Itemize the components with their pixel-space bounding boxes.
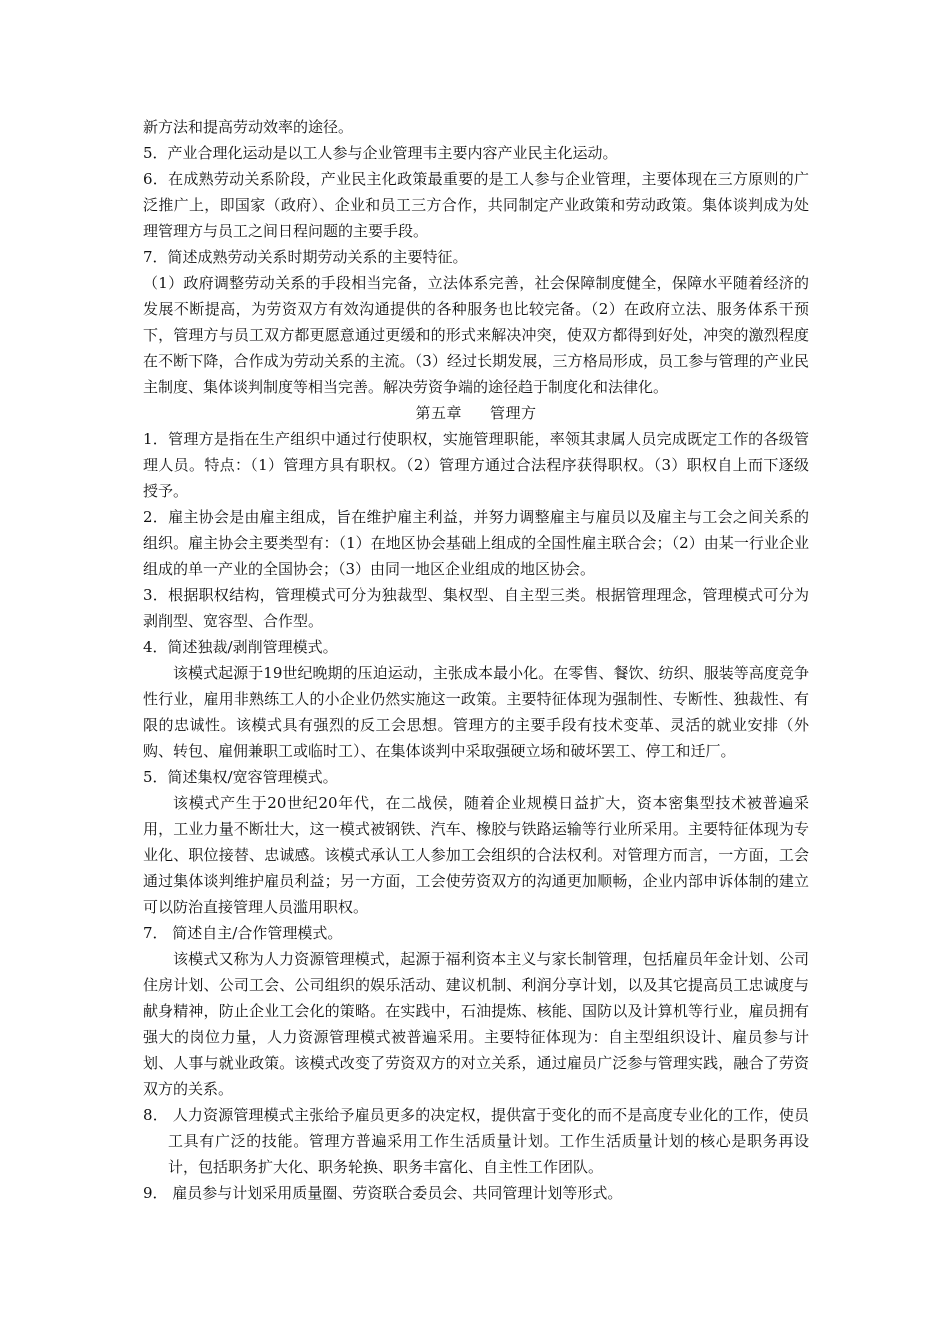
paragraph-ch5-item-8: 8． 人力资源管理模式主张给予雇员更多的决定权，提供富于变化的而不是高度专业化的工作，使员工具有广泛的技能。管理方普遍采用工作生活质量计划。工作生活质量计划的核心是职务再设计，包括职务扩大化、职务轮换、职务丰富化、自主性工作团队。	[143, 1106, 809, 1176]
chapter-number: 第五章	[415, 404, 462, 422]
document-page	[143, 114, 809, 1206]
paragraph-item-7-question: 7．简述成熟劳动关系时期劳动关系的主要特征。	[143, 248, 468, 266]
paragraph-ch5-item-5-question: 5．简述集权/宽容管理模式。	[143, 768, 338, 786]
paragraph-item-5: 5．产业合理化运动是以工人参与企业管理韦主要内容产业民主化运动。	[143, 144, 618, 162]
paragraph-ch5-item-5-answer: 该模式产生于20世纪20年代，在二战侯，随着企业规模日益扩大，资本密集型技术被普遍采用，工业力量不断壮大，这一模式被钢铁、汽车、橡胶与铁路运输等行业所采用。主要特征体现为专业化、职位接替、忠诚感。该模式承认工人参加工会组织的合法权利。对管理方而言，一方面，工会通过集体谈判维护雇员利益；另一方面，工会使劳资双方的沟通更加顺畅，企业内部申诉体制的建立可以防治直接管理人员滥用职权。	[143, 794, 809, 916]
chapter-heading	[143, 400, 809, 426]
paragraph-ch5-item-9: 9． 雇员参与计划采用质量圈、劳资联合委员会、共同管理计划等形式。	[143, 1184, 623, 1202]
paragraph-ch5-item-2: 2．雇主协会是由雇主组成，旨在维护雇主利益，并努力调整雇主与雇员以及雇主与工会之间关系的组织。雇主协会主要类型有：（1）在地区协会基础上组成的全国性雇主联合会；（2）由某一行业企业组成的单一产业的全国协会；（3）由同一地区企业组成的地区协会。	[143, 508, 809, 578]
paragraph-ch5-item-4-question: 4．简述独裁/剥削管理模式。	[143, 638, 338, 656]
paragraph-item-7-answer: （1）政府调整劳动关系的手段相当完备，立法体系完善，社会保障制度健全，保障水平随着经济的发展不断提高，为劳资双方有效沟通提供的各种服务也比较完备。（2）在政府立法、服务体系干预下，管理方与员工双方都更愿意通过更缓和的形式来解决冲突，使双方都得到好处，冲突的激烈程度在不断下降，合作成为劳动关系的主流。（3）经过长期发展，三方格局形成，员工参与管理的产业民主制度、集体谈判制度等相当完善。解决劳资争端的途径趋于制度化和法律化。	[143, 274, 809, 396]
paragraph-ch5-item-7-answer: 该模式又称为人力资源管理模式，起源于福利资本主义与家长制管理，包括雇员年金计划、公司住房计划、公司工会、公司组织的娱乐活动、建议机制、利润分享计划，以及其它提高员工忠诚度与献身精神，防止企业工会化的策略。在实践中，石油提炼、核能、国防以及计算机等行业，雇员拥有强大的岗位力量，人力资源管理模式被普遍采用。主要特征体现为：自主型组织设计、雇员参与计划、人事与就业政策。该模式改变了劳资双方的对立关系，通过雇员广泛参与管理实践，融合了劳资双方的关系。	[143, 950, 809, 1098]
paragraph-ch5-item-3: 3．根据职权结构，管理模式可分为独裁型、集权型、自主型三类。根据管理理念，管理模式可分为剥削型、宽容型、合作型。	[143, 586, 809, 630]
paragraph-ch5-item-1: 1．管理方是指在生产组织中通过行使职权，实施管理职能，率领其隶属人员完成既定工作的各级管理人员。特点：（1）管理方具有职权。（2）管理方通过合法程序获得职权。（3）职权自上而下逐级授予。	[143, 430, 809, 500]
paragraph-ch5-item-4-answer: 该模式起源于19世纪晚期的压迫运动，主张成本最小化。在零售、餐饮、纺织、服装等高度竞争性行业，雇用非熟练工人的小企业仍然实施这一政策。主要特征体现为强制性、专断性、独裁性、有限的忠诚性。该模式具有强烈的反工会思想。管理方的主要手段有技术变革、灵活的就业安排（外购、转包、雇佣兼职工或临时工）、在集体谈判中采取强硬立场和破坏罢工、停工和迁厂。	[143, 664, 809, 760]
paragraph-continuation: 新方法和提高劳动效率的途径。	[143, 118, 354, 136]
paragraph-item-6: 6．在成熟劳动关系阶段，产业民主化政策最重要的是工人参与企业管理，主要体现在三方原则的广泛推广上，即国家（政府）、企业和员工三方合作，共同制定产业政策和劳动政策。集体谈判成为处理管理方与员工之间日程问题的主要手段。	[143, 170, 809, 240]
chapter-title: 管理方	[490, 404, 537, 422]
paragraph-ch5-item-7-question: 7． 简述自主/合作管理模式。	[143, 924, 343, 942]
